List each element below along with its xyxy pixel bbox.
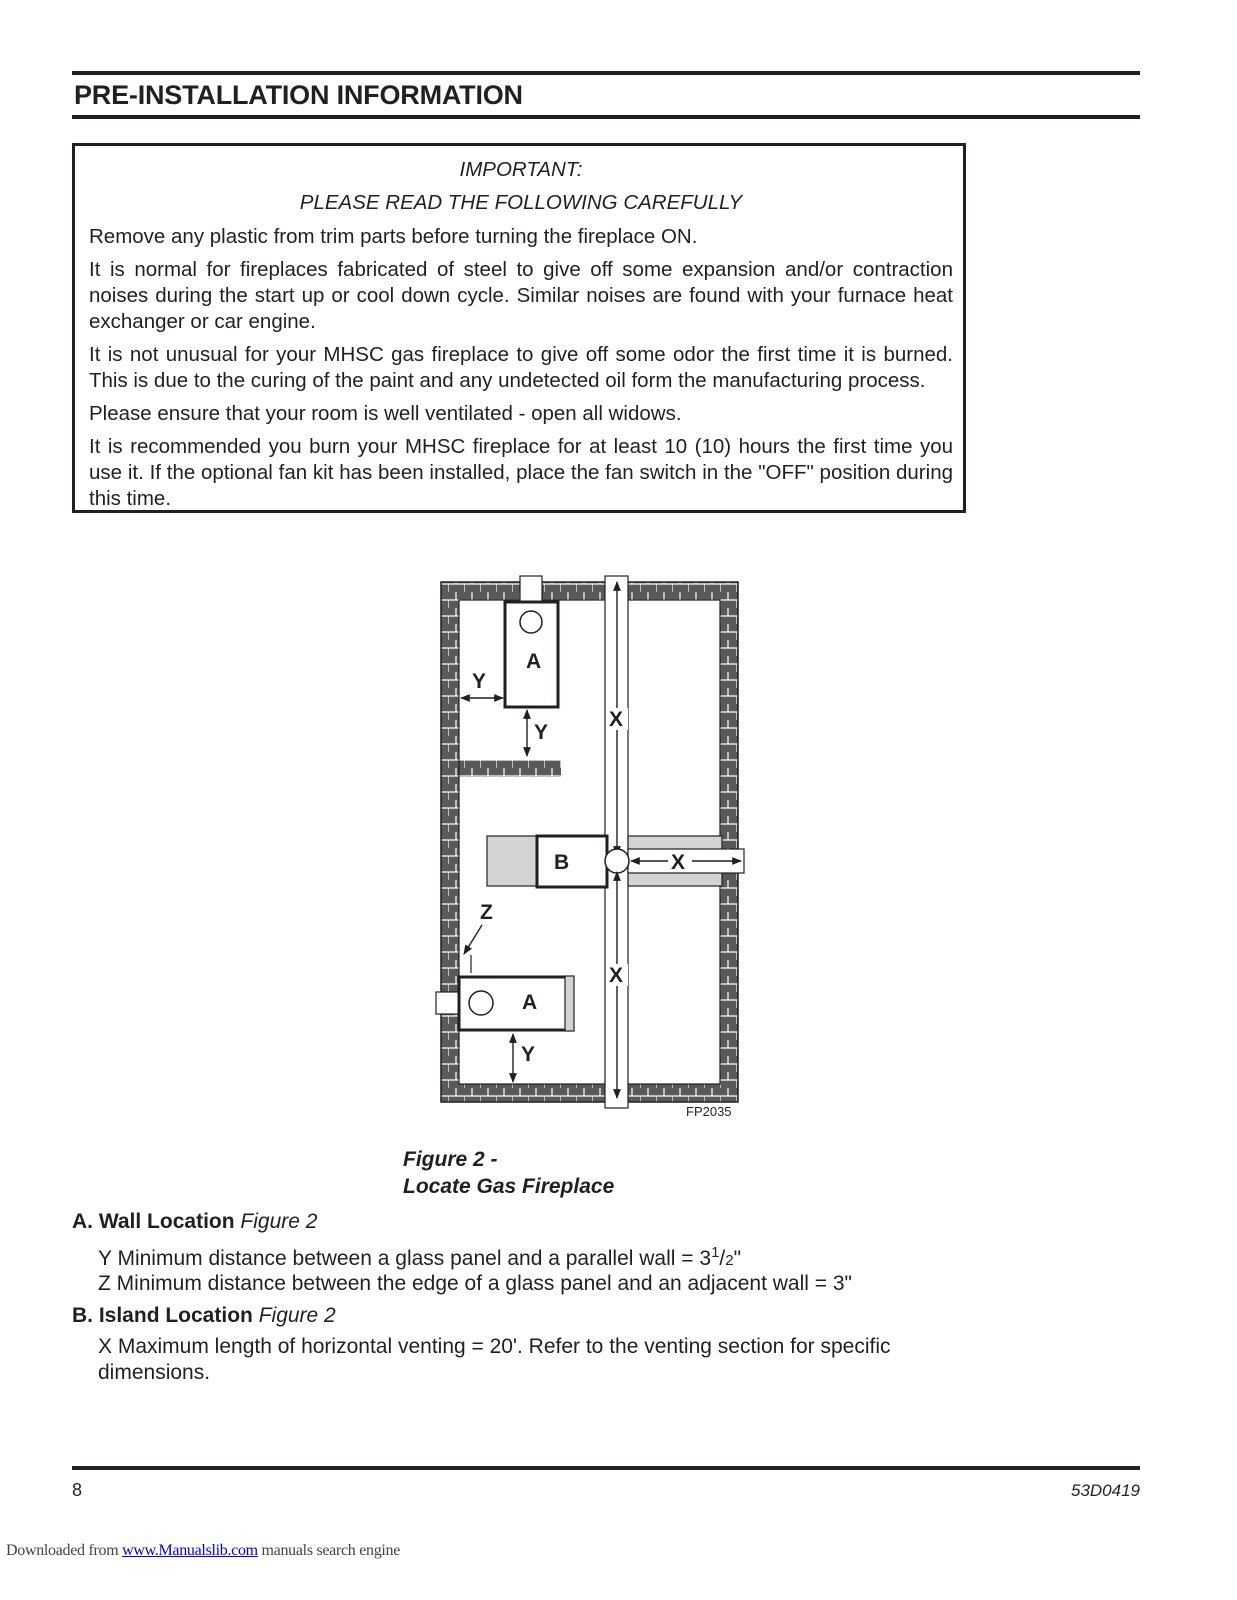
label-y-vertical-bottom: Y: [521, 1043, 536, 1066]
section-a-heading: A. Wall Location: [72, 1210, 235, 1233]
section-b-title: [72, 1303, 336, 1329]
z-arrow: [464, 925, 482, 954]
section-a-figure-ref: Figure 2: [240, 1210, 318, 1233]
label-y-horizontal: Y: [472, 670, 487, 693]
label-b: B: [554, 851, 570, 874]
label-a-top: A: [526, 650, 542, 673]
label-a-bottom: A: [522, 991, 538, 1014]
manualslib-link[interactable]: www.Manualslib.com: [122, 1542, 258, 1559]
section-a-y-line: Y Minimum distance between a glass panel and a parallel wall = $3^1/2$": [98, 1244, 742, 1270]
label-y-vertical-top: Y: [534, 721, 549, 744]
page-number: 8: [72, 1480, 83, 1500]
section-a-z-line: Z Minimum distance between the edge of a glass panel and an adjacent wall = 3": [98, 1272, 853, 1295]
top-rule-thick: [72, 71, 1140, 75]
important-notice-box: [72, 143, 966, 513]
notice-paragraph: It is recommended you burn your MHSC fireplace for at least 10 (10) hours the first time you use it. If the optional fan kit has been installed, place the fan switch in the "OFF" position during this time.: [89, 435, 953, 510]
notice-heading-important: IMPORTANT:: [459, 158, 583, 181]
label-z: Z: [480, 901, 493, 924]
bottom-rule: [72, 1466, 1140, 1470]
title-underline: [72, 115, 1140, 119]
document-code: 53D0419: [1070, 1481, 1140, 1500]
notice-paragraph: Please ensure that your room is well ventilated - open all widows.: [89, 402, 682, 425]
section-b-x-line: X Maximum length of horizontal venting = 20'. Refer to the venting section for specific dimensions.: [98, 1335, 891, 1384]
figure-caption: [403, 1146, 614, 1200]
section-b-heading: B. Island Location: [72, 1304, 253, 1327]
figure-code: FP2035: [686, 1104, 732, 1119]
figure-caption-number: Figure 2 -: [403, 1148, 498, 1171]
label-x-lower: X: [609, 964, 624, 987]
download-footer: Downloaded from www.Manualslib.com manuals search engine: [6, 1542, 401, 1559]
label-x-horizontal: X: [671, 851, 686, 874]
notice-paragraph: Remove any plastic from trim parts before turning the fireplace ON.: [89, 225, 698, 248]
section-a-title: [72, 1209, 317, 1235]
section-b-figure-ref: Figure 2: [258, 1304, 336, 1327]
notice-heading-read-carefully: PLEASE READ THE FOLLOWING CAREFULLY: [299, 191, 743, 214]
notice-paragraph: It is normal for fireplaces fabricated of steel to give off some expansion and/or contraction noises during the start up or cool down cycle. Similar noises are found with your furnace heat exchanger or car engine.: [89, 258, 953, 333]
notice-paragraph: It is not unusual for your MHSC gas fireplace to give off some odor the first time it is burned. This is due to the curing of the paint and any undetected oil form the manufacturing process.: [89, 343, 953, 392]
label-x-upper: X: [609, 708, 624, 731]
fireplace-location-diagram: [430, 570, 760, 1130]
figure-caption-title: Locate Gas Fireplace: [403, 1175, 615, 1198]
page-title: PRE-INSTALLATION INFORMATION: [74, 80, 523, 110]
